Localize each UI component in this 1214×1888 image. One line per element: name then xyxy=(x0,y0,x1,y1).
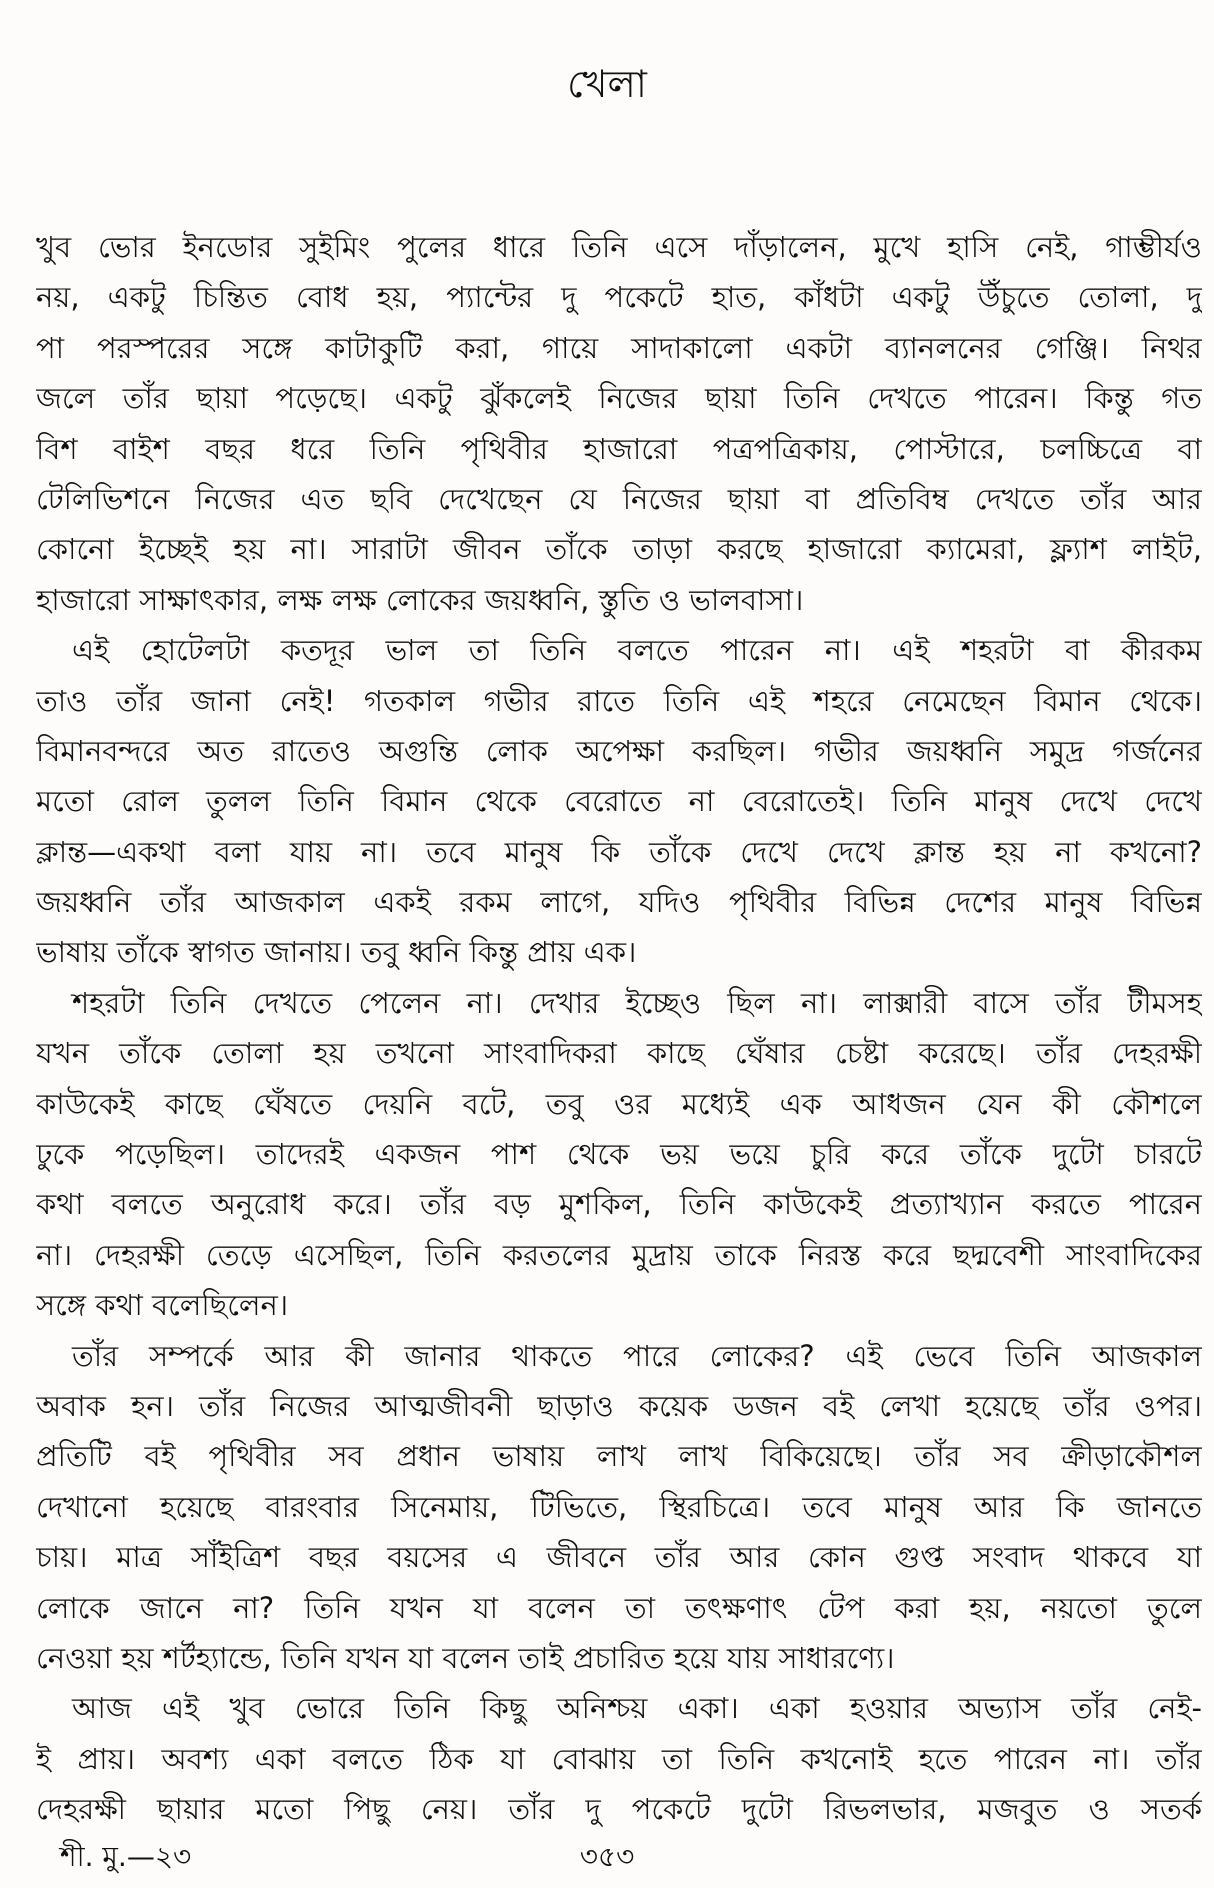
text-line: কোনো ইচ্ছেই হয় না। সারাটা জীবন তাঁকে তাড়া করছে হাজারো ক্যামেরা, ফ্ল্যাশ লাইট, xyxy=(36,532,1202,567)
text-line: পা পরস্পরের সঙ্গে কাটাকুটি করা, গায়ে সাদাকালো একটা ব্যানলনের গেঞ্জি। নিথর xyxy=(36,330,1202,365)
text-line: টেলিভিশনে নিজের এত ছবি দেখেছেন যে নিজের ছায়া বা প্রতিবিম্ব দেখতে তাঁর আর xyxy=(36,481,1202,516)
text-line: কথা বলতে অনুরোধ করে। তাঁর বড় মুশকিল, তিনি কাউকেই প্রত্যাখ্যান করতে পারেন xyxy=(36,1187,1202,1222)
text-line: হাজারো সাক্ষাৎকার, লক্ষ লক্ষ লোকের জয়ধ্বনি, স্তুতি ও ভালবাসা। xyxy=(36,582,804,617)
text-line: সঙ্গে কথা বলেছিলেন। xyxy=(36,1288,289,1323)
text-line: এই হোটেলটা কতদূর ভাল তা তিনি বলতে পারেন না। এই শহরটা বা কীরকম xyxy=(72,633,1202,668)
text-line: বিশ বাইশ বছর ধরে তিনি পৃথিবীর হাজারো পত্রপত্রিকায়, পোস্টারে, চলচ্চিত্রে বা xyxy=(36,431,1202,466)
text-line: জলে তাঁর ছায়া পড়েছে। একটু ঝুঁকলেই নিজের ছায়া তিনি দেখতে পারেন। কিন্তু গত xyxy=(36,381,1202,416)
text-line: আজ এই খুব ভোরে তিনি কিছু অনিশ্চয় একা। একা হওয়ার অভ্যাস তাঁর নেই- xyxy=(72,1691,1202,1726)
text-line: তাও তাঁর জানা নেই! গতকাল গভীর রাতে তিনি এই শহরে নেমেছেন বিমান থেকে। xyxy=(36,683,1202,718)
text-line: ঢুকে পড়েছিল। তাদেরই একজন পাশ থেকে ভয় ভয়ে চুরি করে তাঁকে দুটো চারটে xyxy=(36,1137,1202,1172)
text-line: যখন তাঁকে তোলা হয় তখনো সাংবাদিকরা কাছে ঘেঁষার চেষ্টা করেছে। তাঁর দেহরক্ষী xyxy=(36,1036,1202,1071)
text-line: লোকে জানে না? তিনি যখন যা বলেন তা তৎক্ষণাৎ টেপ করা হয়, নয়তো তুলে xyxy=(36,1590,1202,1625)
text-line: না। দেহরক্ষী তেড়ে এসেছিল, তিনি করতলের মুদ্রায় তাকে নিরস্ত করে ছদ্মবেশী সাংবাদিকের xyxy=(36,1237,1202,1272)
text-line: প্রতিটি বই পৃথিবীর সব প্রধান ভাষায় লাখ লাখ বিকিয়েছে। তাঁর সব ক্রীড়াকৌশল xyxy=(36,1439,1202,1474)
text-line: মতো রোল তুলল তিনি বিমান থেকে বেরোতে না বেরোতেই। তিনি মানুষ দেখে দেখে xyxy=(36,784,1202,819)
text-line: শহরটা তিনি দেখতে পেলেন না। দেখার ইচ্ছেও ছিল না। লাক্সারী বাসে তাঁর টীমসহ xyxy=(72,985,1202,1020)
text-line: তাঁর সম্পর্কে আর কী জানার থাকতে পারে লোকের? এই ভেবে তিনি আজকাল xyxy=(72,1338,1202,1373)
text-line: কাউকেই কাছে ঘেঁষতে দেয়নি বটে, তবু ওর মধ্যেই এক আধজন যেন কী কৌশলে xyxy=(36,1086,1202,1121)
text-line: ক্লান্ত—একথা বলা যায় না। তবে মানুষ কি তাঁকে দেখে দেখে ক্লান্ত হয় না কখনো? xyxy=(36,834,1202,869)
text-line: খুব ভোর ইনডোর সুইমিং পুলের ধারে তিনি এসে দাঁড়ালেন, মুখে হাসি নেই, গাম্ভীর্যও xyxy=(36,230,1202,264)
text-line: জয়ধ্বনি তাঁর আজকাল একই রকম লাগে, যদিও পৃথিবীর বিভিন্ন দেশের মানুষ বিভিন্ন xyxy=(36,885,1202,920)
page-body xyxy=(36,222,1202,1835)
text-line: চায়। মাত্র সাঁইত্রিশ বছর বয়সের এ জীবনে তাঁর আর কোন গুপ্ত সংবাদ থাকবে যা xyxy=(36,1540,1202,1575)
text-line: বিমানবন্দরে অত রাতেও অগুন্তি লোক অপেক্ষা করছিল। গভীর জয়ধ্বনি সমুদ্র গর্জনের xyxy=(36,733,1202,768)
signature-mark: শী. মু.—২৩ xyxy=(60,1840,192,1873)
text-line: দেহরক্ষী ছায়ার মতো পিছু নেয়। তাঁর দু পকেটে দুটো রিভলভার, মজবুত ও সতর্ক xyxy=(36,1792,1202,1827)
page-number: ৩৫৩ xyxy=(579,1840,635,1873)
text-line: ই প্রায়। অবশ্য একা বলতে ঠিক যা বোঝায় তা তিনি কখনোই হতে পারেন না। তাঁর xyxy=(36,1741,1202,1776)
text-line: ভাষায় তাঁকে স্বাগত জানায়। তবু ধ্বনি কিন্তু প্রায় এক। xyxy=(36,935,637,970)
text-line: দেখানো হয়েছে বারংবার সিনেমায়, টিভিতে, স্থিরচিত্রে। তবে মানুষ আর কি জানতে xyxy=(36,1489,1202,1524)
text-line: নয়, একটু চিন্তিত বোধ হয়, প্যান্টের দু পকেটে হাত, কাঁধটা একটু উঁচুতে তোলা, দু xyxy=(36,280,1202,315)
text-line: নেওয়া হয় শর্টহ্যান্ডে, তিনি যখন যা বলেন তাই প্রচারিত হয়ে যায় সাধারণ্যে। xyxy=(36,1640,895,1675)
text-line: অবাক হন। তাঁর নিজের আত্মজীবনী ছাড়াও কয়েক ডজন বই লেখা হয়েছে তাঁর ওপর। xyxy=(36,1388,1202,1423)
chapter-title: খেলা xyxy=(567,62,647,106)
